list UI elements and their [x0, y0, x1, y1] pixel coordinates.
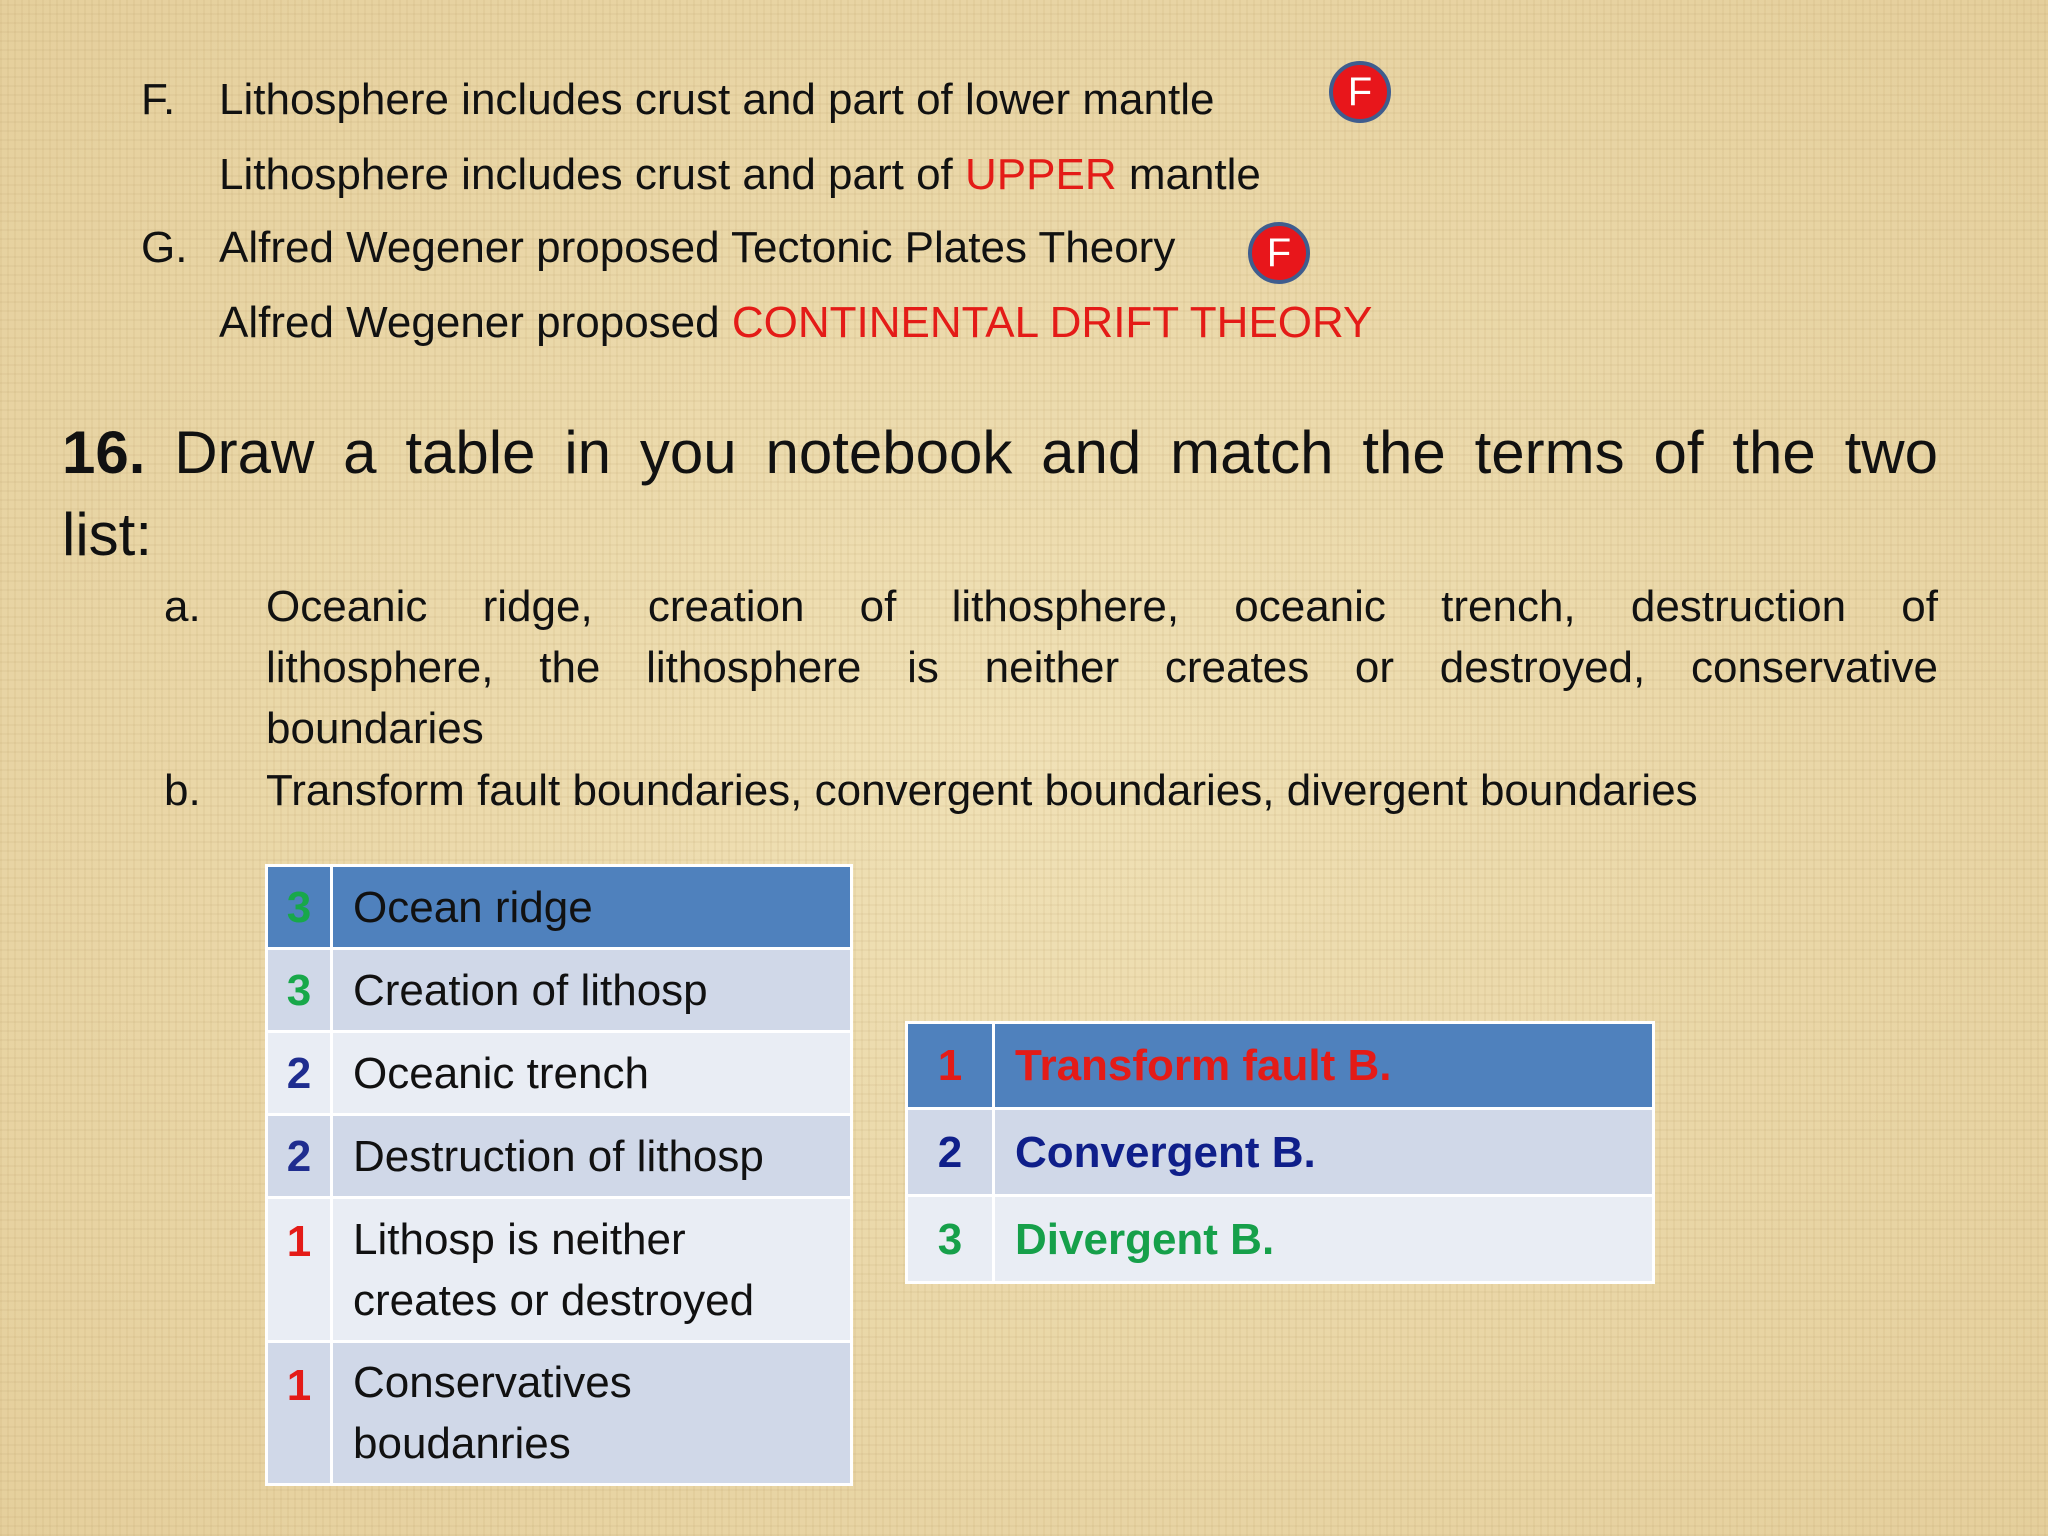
correction-text-end: mantle — [1116, 150, 1261, 199]
term-cell: Destruction of lithosp — [332, 1115, 852, 1198]
table-row — [267, 1198, 852, 1342]
item-f-correction — [219, 150, 1261, 199]
boundaries-table — [905, 1021, 1655, 1284]
terms-table — [265, 864, 853, 1486]
item-g-letter: G. — [141, 223, 188, 272]
boundary-number: 2 — [937, 1127, 963, 1177]
sub-item-a-label: a. — [164, 582, 201, 631]
correction-text: Lithosphere includes crust and part of — [219, 150, 966, 199]
term-cell — [332, 1342, 852, 1485]
question-16-line2: list: — [62, 501, 152, 568]
question-text: Draw a table in you notebook and match the terms of the two — [174, 419, 1938, 486]
sub-item-b-label: b. — [164, 766, 201, 815]
boundary-number: 3 — [937, 1214, 963, 1264]
term-line: Lithosp is neither — [353, 1214, 686, 1264]
table-row — [267, 1115, 852, 1198]
term-cell: Creation of lithosp — [332, 949, 852, 1032]
boundary-number: 1 — [937, 1041, 963, 1090]
term-line: Conservatives — [353, 1358, 632, 1407]
table-row — [907, 1023, 1654, 1109]
question-number: 16. — [62, 419, 146, 486]
boundary-cell: Convergent B. — [994, 1109, 1654, 1196]
sub-item-b-text: Transform fault boundaries, convergent boundaries, divergent boundaries — [266, 766, 1698, 815]
table-row — [907, 1109, 1654, 1196]
match-number: 2 — [286, 1048, 312, 1098]
boundary-cell: Divergent B. — [994, 1196, 1654, 1283]
sub-item-a-line2: lithosphere, the lithosphere is neither creates or destroyed, conservative — [266, 643, 1938, 692]
item-f-letter: F. — [141, 75, 176, 124]
item-g-statement: Alfred Wegener proposed Tectonic Plates Theory — [219, 223, 1176, 272]
sub-item-a-line3: boundaries — [266, 704, 484, 753]
term-cell — [332, 1198, 852, 1342]
table-row — [267, 1342, 852, 1485]
term-line: boudanries — [353, 1419, 571, 1468]
sub-item-a-line1: Oceanic ridge, creation of lithosphere, oceanic trench, destruction of — [266, 582, 1938, 631]
table-row — [907, 1196, 1654, 1283]
term-cell: Oceanic trench — [332, 1032, 852, 1115]
false-badge-f: F — [1329, 61, 1391, 123]
match-number: 3 — [286, 882, 312, 932]
correction-text: Alfred Wegener proposed — [219, 298, 732, 347]
table-row — [267, 949, 852, 1032]
table-row — [267, 866, 852, 949]
question-16-line1 — [62, 412, 1938, 494]
match-number: 3 — [286, 965, 312, 1015]
correction-highlight: CONTINENTAL DRIFT THEORY — [731, 298, 1373, 347]
term-cell: Ocean ridge — [332, 866, 852, 949]
match-number: 2 — [286, 1131, 312, 1181]
correction-highlight: UPPER — [965, 150, 1117, 199]
match-number: 1 — [286, 1217, 312, 1266]
match-number: 1 — [286, 1361, 312, 1410]
term-line: creates or destroyed — [353, 1275, 755, 1325]
item-f-statement: Lithosphere includes crust and part of lower mantle — [219, 75, 1215, 124]
boundary-cell: Transform fault B. — [994, 1023, 1654, 1109]
false-badge-g: F — [1248, 222, 1310, 284]
table-row — [267, 1032, 852, 1115]
item-g-correction — [219, 298, 1373, 347]
